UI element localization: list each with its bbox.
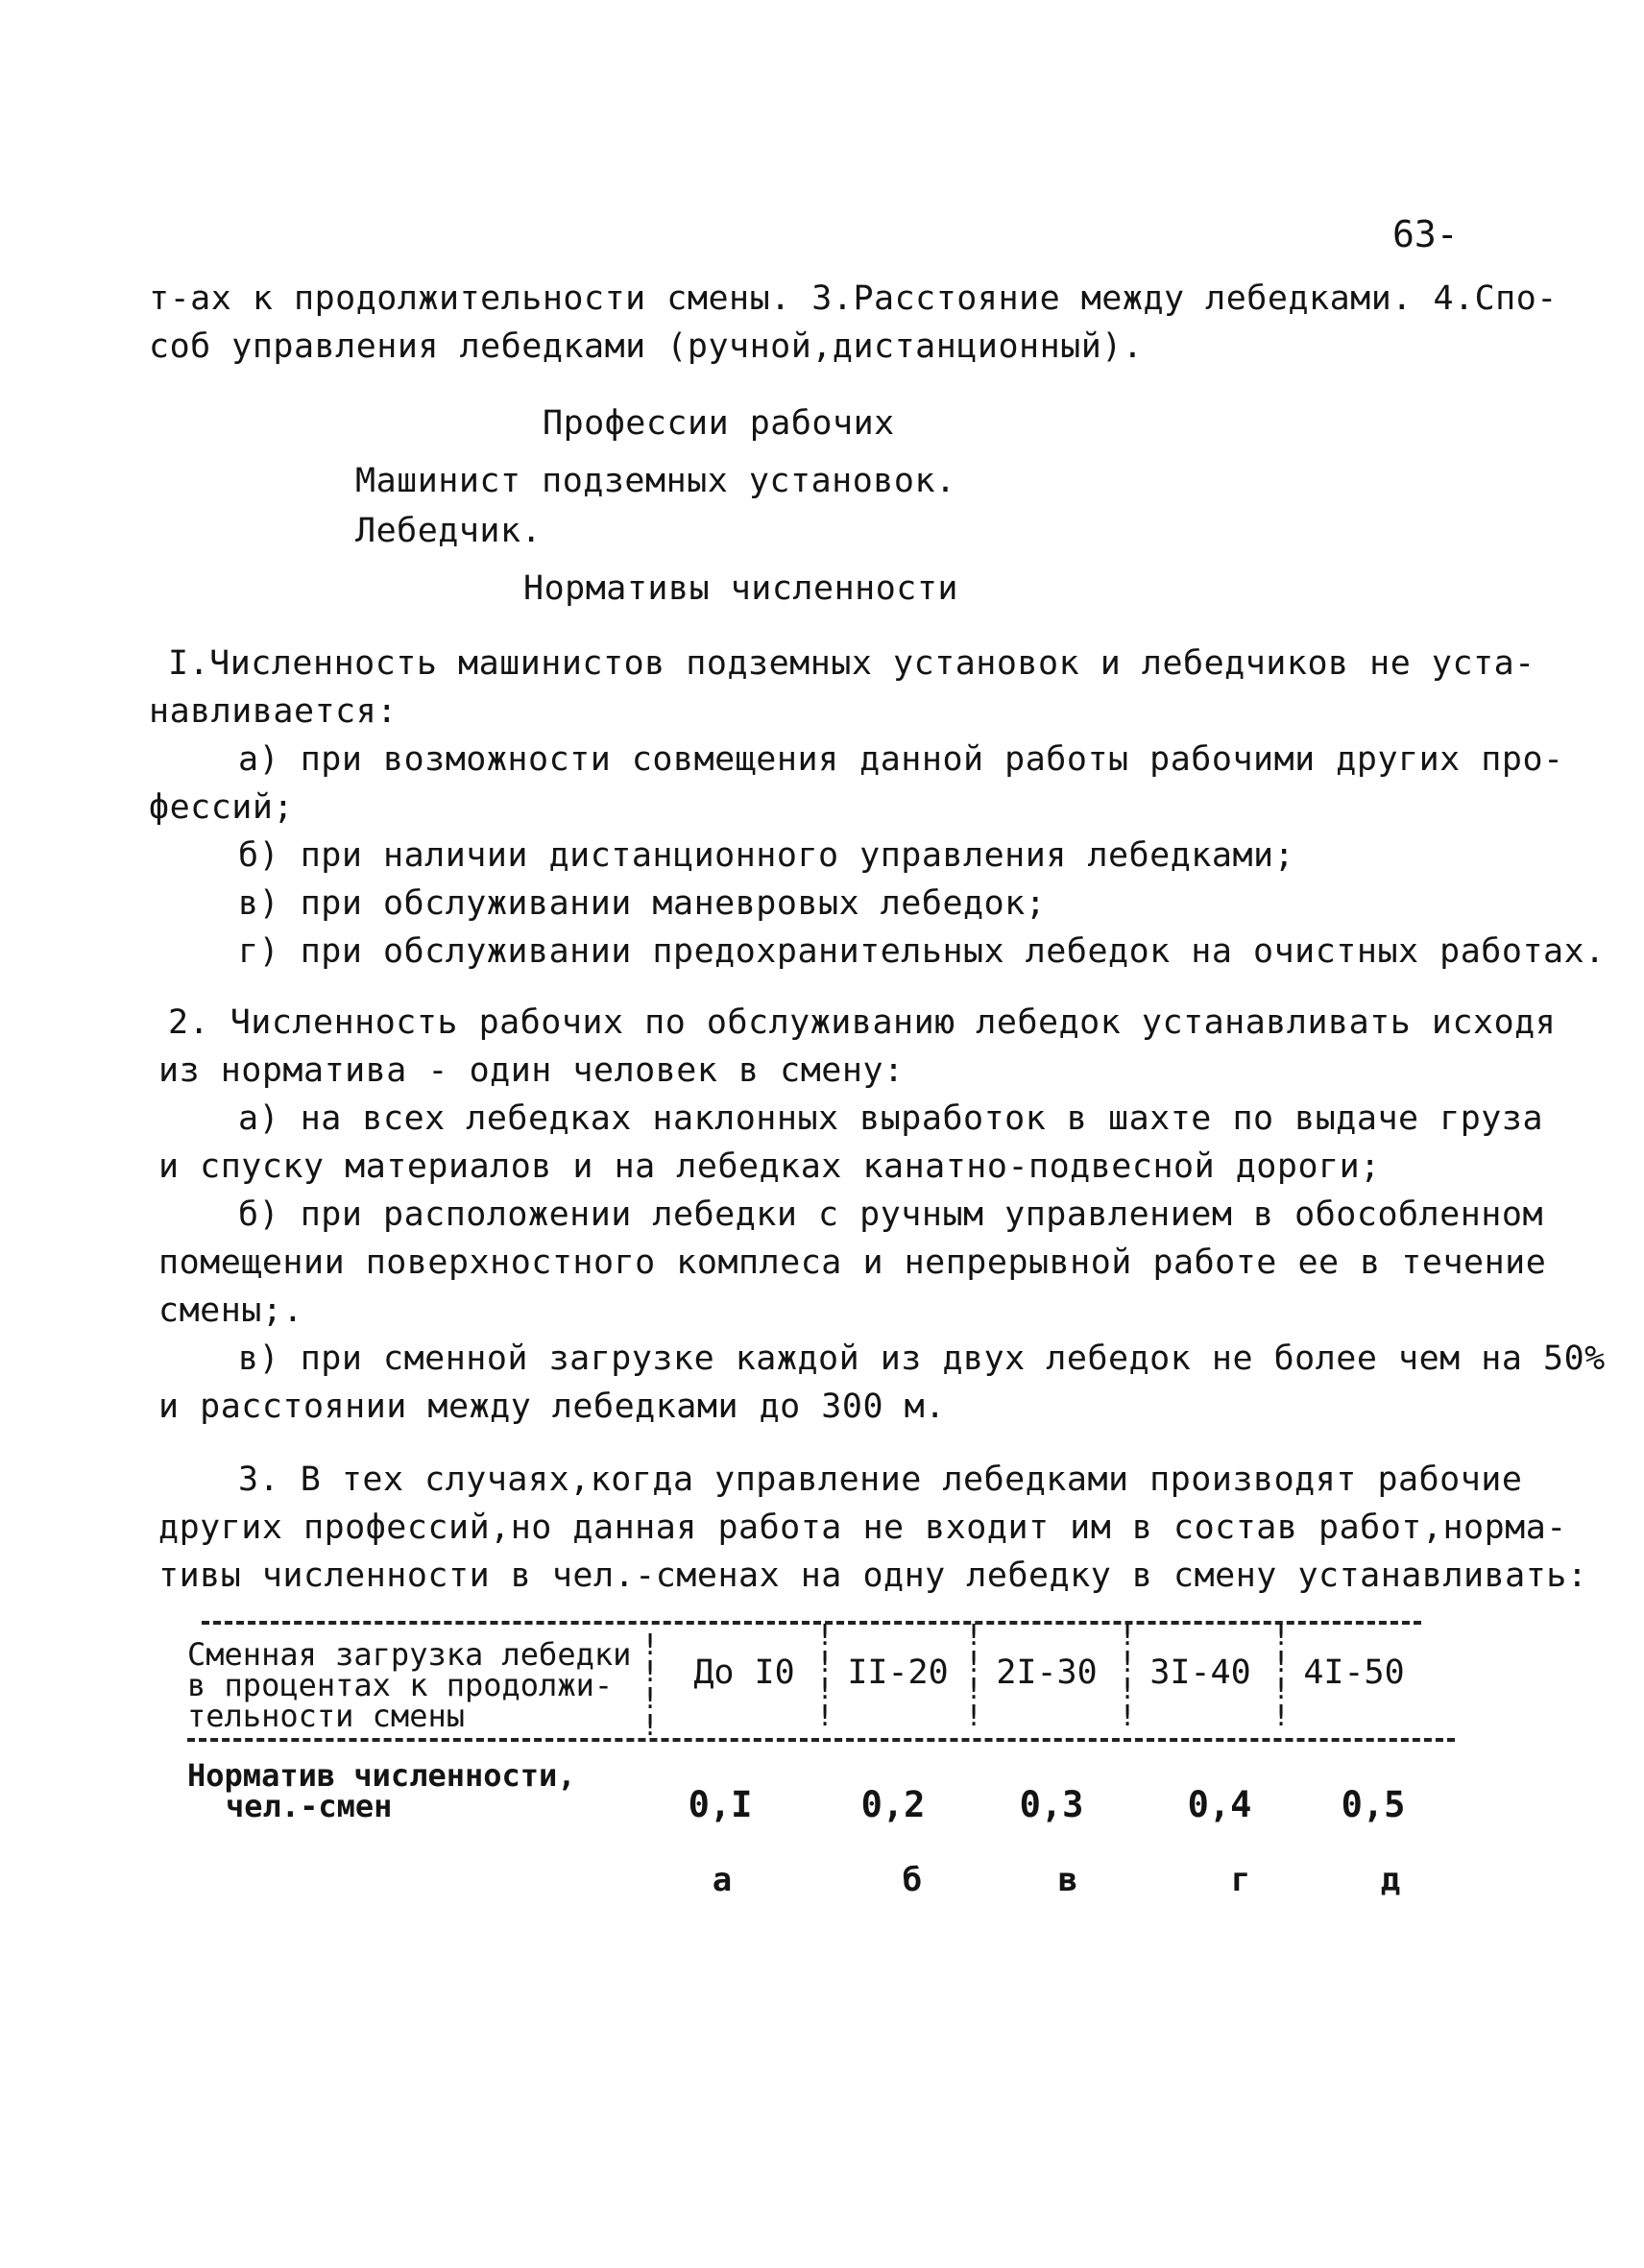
- table-column-header: 4I-50: [1303, 1653, 1405, 1692]
- table-column-header: 2I-30: [996, 1653, 1098, 1692]
- table-column-header: II-20: [847, 1653, 949, 1692]
- section2-item-b-1: б) при расположении лебедки с ручным управлением в обособленном: [238, 1195, 1544, 1234]
- column-separator: ! ! ! !: [965, 1619, 983, 1733]
- section2-item-b-2: помещении поверхностного комплеса и непрерывной работе ее в течение: [158, 1243, 1547, 1282]
- section1-item-v: в) при обслуживании маневровых лебедок;: [238, 884, 1047, 923]
- table-value: 0,2: [860, 1784, 926, 1825]
- section2-item-v-1: в) при сменной загрузке каждой из двух лебедок не более чем на 50%: [238, 1339, 1606, 1378]
- profession-item-machinist: Машинист подземных установок.: [355, 462, 956, 500]
- table-column-header: До I0: [693, 1653, 795, 1692]
- table-letter: а: [712, 1861, 733, 1899]
- table-value: 0,3: [1019, 1784, 1084, 1825]
- table-value: 0,I: [688, 1784, 753, 1825]
- section1-line-1: I.Численность машинистов подземных установок и лебедчиков не уста-: [168, 644, 1535, 683]
- intro-line-2: соб управления лебедками (ручной,дистанционный).: [149, 327, 1144, 366]
- norms-heading: Нормативы численности: [523, 569, 959, 608]
- column-separator: ! ! ! !: [1272, 1619, 1291, 1733]
- section3-line-2: других профессий,но данная работа не входит им в состав работ,норма-: [158, 1508, 1567, 1547]
- section2-line-1: 2. Численность рабочих по обслуживанию лебедок устанавливать исходя: [168, 1003, 1557, 1042]
- table-value: 0,4: [1187, 1784, 1252, 1825]
- section2-item-a-2: и спуску материалов и на лебедках канатно-подвесной дороги;: [158, 1147, 1381, 1186]
- table-header-label-3: тельности смены: [187, 1698, 465, 1734]
- table-letter: г: [1230, 1861, 1251, 1899]
- page-number: 63-: [1392, 213, 1459, 255]
- table-header-label-2: в процентах к продолжи-: [187, 1667, 614, 1703]
- profession-item-winch-operator: Лебедчик.: [355, 512, 543, 550]
- intro-line-1: т-ах к продолжительности смены. 3.Расстояние между лебедками. 4.Спо-: [149, 279, 1558, 318]
- section1-item-a-2: фессий;: [149, 788, 295, 827]
- table-letter: в: [1057, 1861, 1078, 1899]
- table-header-label-1: Сменная загрузка лебедки: [187, 1636, 632, 1673]
- section2-item-v-2: и расстоянии между лебедками до 300 м.: [158, 1387, 946, 1426]
- table-letter: б: [902, 1861, 923, 1899]
- section3-line-3: тивы численности в чел.-сменах на одну лебедку в смену устанавливать:: [158, 1556, 1588, 1595]
- section1-line-2: навливается:: [149, 692, 398, 731]
- section2-item-a-1: а) на всех лебедках наклонных выработок в шахте по выдаче груза: [238, 1099, 1544, 1138]
- column-separator: ! ! ! !: [1119, 1619, 1137, 1733]
- table-top-rule: [202, 1621, 1421, 1625]
- section1-item-g: г) при обслуживании предохранительных лебедок на очистных работах.: [238, 932, 1606, 971]
- table-row-label-1: Норматив численности,: [187, 1757, 576, 1794]
- column-separator: ! ! ! !: [641, 1629, 660, 1743]
- section1-item-a-1: а) при возможности совмещения данной работы рабочими других про-: [238, 740, 1564, 779]
- professions-heading: Профессии рабочих: [543, 404, 895, 443]
- table-column-header: 3I-40: [1149, 1653, 1251, 1692]
- section2-line-2: из норматива - один человек в смену:: [158, 1051, 905, 1090]
- column-separator: ! ! ! !: [816, 1619, 834, 1733]
- table-value: 0,5: [1341, 1784, 1406, 1825]
- table-row-label-2: чел.-смен: [226, 1788, 393, 1824]
- table-letter: д: [1380, 1861, 1401, 1899]
- section3-line-1: 3. В тех случаях,когда управление лебедками производят рабочие: [238, 1460, 1523, 1499]
- section2-item-b-3: смены;.: [158, 1291, 304, 1330]
- table-mid-rule: [187, 1738, 1455, 1742]
- section1-item-b: б) при наличии дистанционного управления лебедками;: [238, 836, 1295, 875]
